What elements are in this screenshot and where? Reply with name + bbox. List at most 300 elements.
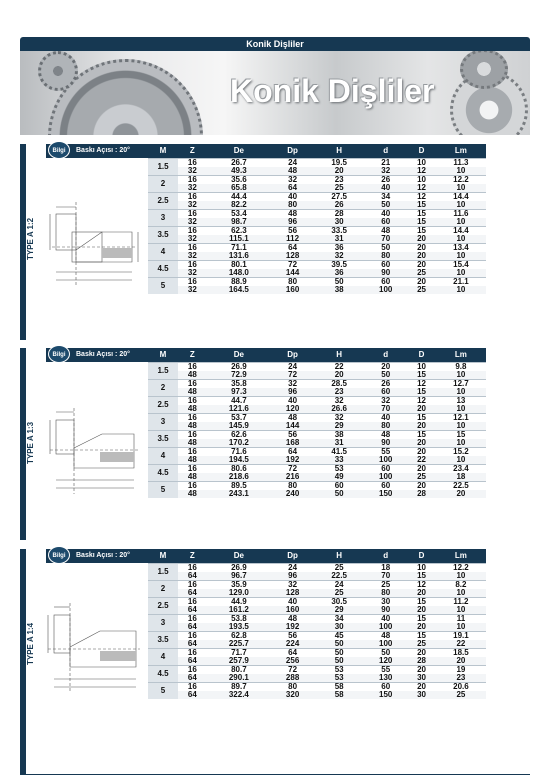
table-cell: 55 [364,447,407,456]
module-cell: 4.5 [148,464,178,481]
table-cell: 80 [364,252,407,261]
table-cell: 15 [407,597,436,606]
table-cell: 16 [178,464,207,473]
table-row [148,580,486,589]
table-cell: 120 [364,657,407,666]
table-cell: 148.0 [207,269,271,278]
table-cell: 164.5 [207,286,271,294]
table-cell: 34 [314,614,364,623]
table-cell: 120 [271,405,314,414]
table-cell: 144 [271,422,314,431]
table-cell: 40 [364,413,407,422]
table-cell: 20 [407,235,436,244]
table-row [148,286,486,294]
table-cell: 15 [407,218,436,227]
table-cell: 60 [364,277,407,286]
table-cell: 50 [314,657,364,666]
table-cell: 131.6 [207,252,271,261]
table-cell: 32 [314,396,364,405]
table-cell: 15 [407,209,436,218]
table-cell: 44.7 [207,396,271,405]
table-row [148,158,486,167]
table-row [148,563,486,572]
table-cell: 25 [407,286,436,294]
table-cell: 20 [407,623,436,632]
table-cell: 100 [364,623,407,632]
table-cell: 10 [407,158,436,167]
gear-technical-drawing [42,398,142,508]
table-cell: 11.6 [436,209,486,218]
table-cell: 71.1 [207,243,271,252]
table-cell: 64 [178,589,207,598]
table-cell: 32 [178,269,207,278]
table-cell: 38 [314,430,364,439]
table-cell: 12 [407,379,436,388]
table-row [148,252,486,261]
spec-section-type-a-1-3 [20,348,530,540]
table-cell: 257.9 [207,657,271,666]
table-cell: 48 [364,430,407,439]
table-cell: 16 [178,243,207,252]
col-header-lm: Lm [436,144,486,158]
col-header-de: De [207,144,271,158]
table-cell: 20 [314,371,364,380]
table-row [148,209,486,218]
module-cell: 1.5 [148,362,178,379]
table-cell: 10 [436,184,486,193]
table-cell: 112 [271,235,314,244]
table-cell: 20 [407,606,436,615]
table-cell: 64 [271,648,314,657]
table-cell: 24 [271,362,314,371]
table-cell: 22.5 [436,481,486,490]
table-cell: 53.8 [207,614,271,623]
table-cell: 288 [271,674,314,683]
table-cell: 40 [364,209,407,218]
table-cell: 192 [271,456,314,465]
table-cell: 322.4 [207,691,271,699]
spec-table [148,549,486,699]
type-label: TYPE A 1:4 [26,622,35,666]
table-cell: 8.2 [436,580,486,589]
table-cell: 23 [314,175,364,184]
col-header-dp: Dp [271,549,314,563]
table-cell: 48 [178,388,207,397]
page-header-bar [20,37,530,51]
table-cell: 15 [436,430,486,439]
table-cell: 48 [271,167,314,176]
col-header-h: H [314,348,364,362]
table-cell: 50 [314,490,364,498]
table-cell: 32 [364,167,407,176]
table-cell: 11 [436,614,486,623]
table-cell: 23 [314,388,364,397]
bevel-gear-small-image [38,51,78,91]
table-row [148,648,486,657]
table-row [148,362,486,371]
table-row [148,201,486,210]
table-cell: 64 [178,623,207,632]
table-cell: 53 [314,674,364,683]
table-cell: 12 [407,396,436,405]
table-cell: 100 [364,640,407,649]
table-cell: 16 [178,614,207,623]
table-cell: 10 [436,388,486,397]
table-cell: 30 [407,691,436,699]
table-cell: 29 [314,606,364,615]
table-row [148,456,486,465]
table-row [148,269,486,278]
col-header-de: De [207,549,271,563]
table-cell: 11.2 [436,597,486,606]
table-row [148,464,486,473]
table-cell: 20 [314,167,364,176]
table-cell: 20.6 [436,682,486,691]
table-cell: 35.6 [207,175,271,184]
table-cell: 39.5 [314,260,364,269]
table-cell: 160 [271,286,314,294]
table-cell: 18.5 [436,648,486,657]
table-cell: 192 [271,623,314,632]
table-cell: 96 [271,572,314,581]
table-cell: 64 [271,447,314,456]
spec-section-type-a-1-4 [20,549,530,741]
spec-table [148,348,486,498]
col-header-h: H [314,144,364,158]
table-cell: 256 [271,657,314,666]
table-row [148,192,486,201]
table-cell: 64 [271,184,314,193]
table-row [148,388,486,397]
table-cell: 194.5 [207,456,271,465]
table-cell: 64 [178,606,207,615]
table-cell: 16 [178,682,207,691]
table-cell: 48 [271,413,314,422]
table-cell: 96 [271,388,314,397]
module-cell: 3.5 [148,631,178,648]
table-row [148,379,486,388]
table-row [148,623,486,632]
table-cell: 20 [407,648,436,657]
table-cell: 80.7 [207,665,271,674]
module-cell: 2 [148,379,178,396]
table-row [148,371,486,380]
table-cell: 20 [407,665,436,674]
table-cell: 50 [314,277,364,286]
module-cell: 3 [148,614,178,631]
table-cell: 50 [314,640,364,649]
table-row [148,657,486,666]
table-cell: 80 [271,481,314,490]
table-cell: 50 [364,243,407,252]
table-cell: 25 [314,184,364,193]
table-cell: 40 [271,597,314,606]
table-cell: 10 [436,252,486,261]
col-header-dp: Dp [271,144,314,158]
table-row [148,218,486,227]
table-row [148,447,486,456]
table-cell: 32 [178,201,207,210]
table-cell: 48 [364,226,407,235]
table-cell: 70 [364,235,407,244]
table-cell: 40 [271,396,314,405]
table-cell: 50 [364,371,407,380]
table-cell: 44.4 [207,192,271,201]
table-cell: 224 [271,640,314,649]
table-cell: 128 [271,589,314,598]
table-cell: 170.2 [207,439,271,448]
col-header-z: Z [178,144,207,158]
type-label: TYPE A 1:2 [26,217,35,261]
col-header-d-large: D [407,144,436,158]
table-cell: 82.2 [207,201,271,210]
spec-table-body [148,362,486,498]
table-cell: 13 [436,396,486,405]
module-cell: 3 [148,413,178,430]
table-row [148,260,486,269]
table-cell: 28.5 [314,379,364,388]
table-cell: 33.5 [314,226,364,235]
table-cell: 100 [364,456,407,465]
table-cell: 15 [407,371,436,380]
table-cell: 64 [271,243,314,252]
table-cell: 32 [314,413,364,422]
table-cell: 20 [407,464,436,473]
type-label: TYPE A 1:3 [26,421,35,465]
table-row [148,597,486,606]
table-cell: 16 [178,430,207,439]
pressure-angle-label: Baskı Açısı : 20° [76,351,130,358]
banner-title: Konik Dişliler [230,73,435,109]
table-cell: 23.4 [436,464,486,473]
table-row [148,481,486,490]
table-cell: 30 [407,674,436,683]
table-cell: 70 [364,572,407,581]
table-cell: 60 [364,464,407,473]
table-cell: 130 [364,674,407,683]
table-row [148,631,486,640]
table-cell: 48 [178,422,207,431]
table-cell: 48 [364,631,407,640]
gear-technical-drawing [42,192,142,302]
table-cell: 16 [178,260,207,269]
table-cell: 48 [178,456,207,465]
table-cell: 150 [364,490,407,498]
table-cell: 22 [407,456,436,465]
table-cell: 24 [271,563,314,572]
table-cell: 90 [364,269,407,278]
table-cell: 25 [407,269,436,278]
table-cell: 25 [314,563,364,572]
table-row [148,277,486,286]
table-cell: 12 [407,580,436,589]
table-cell: 13.4 [436,243,486,252]
table-cell: 20 [407,405,436,414]
table-cell: 89.7 [207,682,271,691]
table-cell: 21.1 [436,277,486,286]
table-cell: 48 [178,473,207,482]
table-cell: 15 [407,631,436,640]
table-cell: 60 [364,682,407,691]
table-cell: 12.1 [436,413,486,422]
table-cell: 16 [178,447,207,456]
table-cell: 20 [407,481,436,490]
table-cell: 100 [364,473,407,482]
table-cell: 19.5 [314,158,364,167]
module-cell: 2.5 [148,597,178,614]
table-cell: 72 [271,464,314,473]
table-cell: 22 [436,640,486,649]
col-header-d-small: d [364,549,407,563]
col-header-m: M [148,348,178,362]
table-cell: 48 [271,614,314,623]
table-cell: 18 [436,473,486,482]
table-cell: 15 [407,388,436,397]
table-cell: 96.7 [207,572,271,581]
table-cell: 144 [271,269,314,278]
table-row [148,606,486,615]
table-cell: 128 [271,252,314,261]
col-header-d-small: d [364,144,407,158]
table-cell: 31 [314,439,364,448]
table-row [148,572,486,581]
table-cell: 30 [314,218,364,227]
page-bottom-rule [20,774,530,775]
table-cell: 20 [407,243,436,252]
table-cell: 71.7 [207,648,271,657]
table-cell: 10 [436,456,486,465]
table-cell: 48 [271,209,314,218]
table-cell: 145.9 [207,422,271,431]
table-cell: 160 [271,606,314,615]
table-cell: 29 [314,422,364,431]
table-cell: 10 [436,235,486,244]
table-cell: 58 [314,691,364,699]
table-cell: 50 [364,648,407,657]
table-cell: 72.9 [207,371,271,380]
table-cell: 24 [271,158,314,167]
table-cell: 24 [314,580,364,589]
table-cell: 9.8 [436,362,486,371]
table-cell: 15.2 [436,447,486,456]
table-cell: 64 [178,657,207,666]
table-cell: 27.5 [314,192,364,201]
table-cell: 16 [178,563,207,572]
table-row [148,674,486,683]
module-cell: 4 [148,447,178,464]
table-row [148,589,486,598]
table-cell: 16 [178,379,207,388]
table-cell: 90 [364,606,407,615]
table-cell: 10 [407,563,436,572]
table-cell: 96 [271,218,314,227]
table-cell: 45 [314,631,364,640]
table-cell: 48 [178,405,207,414]
table-cell: 10 [436,286,486,294]
table-cell: 26 [364,175,407,184]
module-cell: 2 [148,175,178,192]
table-cell: 10 [407,175,436,184]
table-cell: 16 [178,192,207,201]
table-cell: 10 [436,589,486,598]
table-cell: 20 [407,682,436,691]
table-cell: 38 [314,286,364,294]
module-cell: 5 [148,682,178,699]
table-cell: 12 [407,167,436,176]
table-cell: 25 [436,691,486,699]
table-cell: 16 [178,362,207,371]
table-cell: 30 [314,623,364,632]
table-cell: 16 [178,481,207,490]
table-cell: 26.9 [207,563,271,572]
table-cell: 23 [436,674,486,683]
spec-table-body [148,158,486,294]
table-cell: 32 [271,580,314,589]
table-cell: 10 [436,405,486,414]
table-cell: 60 [364,481,407,490]
table-cell: 26 [314,201,364,210]
table-cell: 25 [364,580,407,589]
table-row [148,490,486,498]
table-cell: 115.1 [207,235,271,244]
table-cell: 150 [364,691,407,699]
table-cell: 26.9 [207,362,271,371]
table-cell: 40 [271,192,314,201]
col-header-d-large: D [407,549,436,563]
table-row [148,430,486,439]
table-cell: 90 [364,439,407,448]
table-cell: 50 [314,648,364,657]
table-cell: 20 [407,260,436,269]
table-cell: 32 [178,235,207,244]
spec-table-body [148,563,486,699]
table-cell: 25 [407,640,436,649]
table-cell: 49 [314,473,364,482]
table-row [148,243,486,252]
table-cell: 225.7 [207,640,271,649]
table-cell: 32 [271,379,314,388]
module-cell: 2 [148,580,178,597]
table-cell: 16 [178,277,207,286]
table-cell: 20 [407,277,436,286]
table-cell: 15 [407,413,436,422]
col-header-lm: Lm [436,549,486,563]
table-cell: 30 [364,597,407,606]
table-cell: 36 [314,269,364,278]
table-cell: 20 [407,422,436,431]
col-header-lm: Lm [436,348,486,362]
table-cell: 19 [436,665,486,674]
table-cell: 16 [178,631,207,640]
table-cell: 65.8 [207,184,271,193]
table-cell: 12.2 [436,563,486,572]
table-cell: 50 [364,201,407,210]
table-cell: 56 [271,226,314,235]
table-cell: 36 [314,243,364,252]
table-cell: 26 [364,379,407,388]
table-cell: 10 [436,606,486,615]
table-cell: 161.2 [207,606,271,615]
module-cell: 4.5 [148,260,178,277]
table-cell: 32 [271,175,314,184]
table-cell: 16 [178,158,207,167]
table-cell: 44.9 [207,597,271,606]
table-cell: 240 [271,490,314,498]
table-cell: 25 [314,589,364,598]
table-cell: 28 [407,490,436,498]
table-cell: 97.3 [207,388,271,397]
table-cell: 16 [178,665,207,674]
